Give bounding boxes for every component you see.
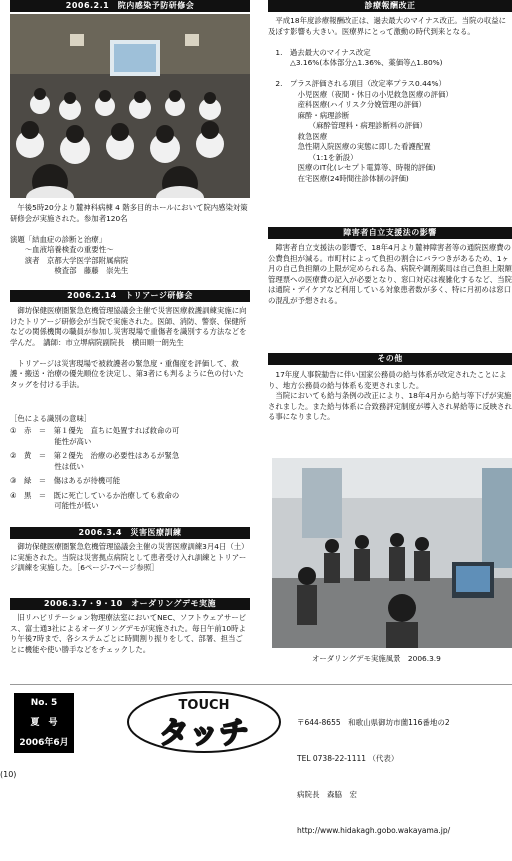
triage-text: 御坊保健医療圏緊急危機管理協議会主催で災害医療救護訓練実施に向けたトリアージ研修会が当院で実施された。医師、消防、警察、保健所などの関係機関の職員が参加し災害現場で重傷者を識別する方法などを学んだ。 講師：市立堺病院副院長 横田順一朗先生 トリアージは災害現場で被救護者の緊急度・重傷度を評価して、救護・搬送・治療の優先順位を決定し、第3者にも判るように色の付いたタッグを付ける手法。 bbox=[10, 306, 247, 389]
triage-item-red: ① 赤 ＝ 第１優先 直ちに処置すれば救命の可 能性が高い bbox=[10, 426, 180, 446]
section-header-ordering-demo: 2006.3.7・9・10 オーダリングデモ実施 bbox=[10, 598, 250, 610]
logo-kana: タッチ bbox=[159, 716, 249, 751]
director: 病院長 森脇 宏 bbox=[297, 790, 357, 799]
section-header-disability-act: 障害者自立支援法の影響 bbox=[268, 227, 512, 239]
issue-badge bbox=[14, 693, 74, 753]
disaster-drill-text: 御坊保健医療圏緊急危機管理協議会主催の災害医療訓練3月4日（土）に実施された。当院は災害拠点病院として患者受け入れ訓練とトリアージ訓練を実施した。［6ページ-7ページ参照］ bbox=[10, 542, 249, 572]
contact-block bbox=[297, 693, 450, 861]
triage-item-green: ③ 緑 ＝ 傷はあるが待機可能 bbox=[10, 476, 121, 485]
section-header-disaster-drill: 2006.3.4 災害医療訓練 bbox=[10, 527, 250, 539]
logo-word: TOUCH bbox=[178, 698, 230, 713]
lecture-photo bbox=[10, 14, 250, 198]
other-text: 17年度人事院勧告に伴い国家公務員の給与体系が改定されたことにより、地方公務員の給与体系も変更されました。 当院においても給与条例の改正により、18年4月から給与等下げが実施されました。また給与体系に合致務評定制度が導入され昇給等に反映される事になりました。 bbox=[268, 370, 512, 421]
issue-number: No. 5 bbox=[30, 698, 58, 708]
disability-act-text: 障害者自立支援法の影響で、18年4月より麓神障害者等の通院医療費の公費負担が減る。市町村によって負担の割合にバラつきがあるため、1ヶ月の自己負担額の上限が定められる為、病院や調剤薬局は自己負担上限額管理票への医療費の記入が必要となり、窓口対応は複雑化するなど、当院は通院・デイケアなど利用している対象患者数が多く、特に月初めは窓口の混乱が予想される。 bbox=[268, 243, 512, 305]
ordering-demo-text: 旧リハビリテーション物理療法室においてNEC、ソフトウェアサービス、富士通3社によるオーダリングデモが実施された。毎日午前10時より午後7時まで、各システムごとに時間割り振りをして、部署、担当ごとに機能や使い勝手などをチェックした。 bbox=[10, 613, 247, 654]
triage-list bbox=[10, 426, 250, 512]
website-link[interactable]: http://www.hidakagh.gobo.wakayama.jp/ bbox=[297, 826, 451, 835]
touch-logo bbox=[124, 689, 284, 755]
issue-season: 夏 号 bbox=[30, 718, 58, 728]
triage-list-title: ［色による識別の意味］ bbox=[10, 414, 92, 423]
postal-address: 〒644-8655 和歌山県御坊市薗116番地の2 bbox=[297, 718, 450, 727]
section-header-other: その他 bbox=[268, 353, 512, 365]
issue-date: 2006年6月 bbox=[19, 738, 69, 748]
footer bbox=[10, 684, 512, 835]
ordering-demo-photo bbox=[272, 458, 512, 648]
triage-item-black: ④ 黒 ＝ 既に死亡しているか治療しても救命の 可能性が低い bbox=[10, 490, 180, 510]
infection-text: 午後5時20分より麓神科病棟 4 階多目的ホールにおいて院内感染対策研修会が実施された。参加者120名 演題「結血症の診断と治療」 ～血液培養検査の重要性～ 演者 京都大学医学部附属病院 検査部 藤藤 崇先生 bbox=[10, 203, 248, 275]
section-header-infection: 2006.2.1 院内感染予防研修会 bbox=[10, 0, 250, 12]
triage-item-yellow: ② 黄 ＝ 第２優先 治療の必要性はあるが緊急 性は低い bbox=[10, 451, 180, 471]
page-number: (10) bbox=[0, 770, 17, 779]
section-header-triage: 2006.2.14 トリアージ研修会 bbox=[10, 290, 250, 302]
photo-caption: オーダリングデモ実施風景 2006.3.9 bbox=[312, 654, 441, 663]
phone: TEL 0738-22-1111 （代表） bbox=[297, 754, 399, 763]
section-header-fee-revision: 診療報酬改正 bbox=[268, 0, 512, 12]
fee-revision-text: 平成18年度診療報酬改正は、過去最大のマイナス改正。当院の収益に及ぼす影響も大きい。医療界にとって激動の時代到来となる。 1. 過去最大のマイナス改定 △3.16%(本体部分△1.36%、薬価等△1.80%) 2. プラス評価される項目（改定率プラス0.44%） 小児医療（夜間・休日の小児救急医療の評価） 産科医療(ハイリスク分娩管理の評価） 麻酔・病理診断 （麻酔管理料・病理診断料の評価） 救急医療 急性期入院医療の実態に即した看護配置 （1:1を新設） 医療のIT化(レセプト電算等、時報的評価) 在宅医療(24時間往診体制の評価) bbox=[268, 16, 507, 183]
